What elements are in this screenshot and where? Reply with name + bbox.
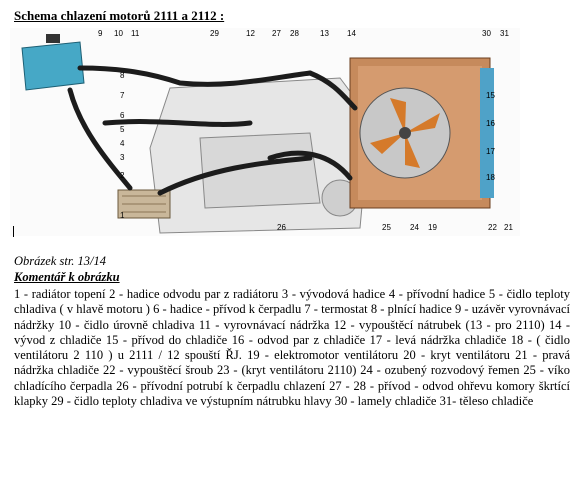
svg-text:4: 4: [120, 139, 125, 148]
svg-text:19: 19: [428, 223, 437, 232]
svg-text:8: 8: [120, 71, 125, 80]
svg-text:28: 28: [290, 29, 299, 38]
svg-text:3: 3: [120, 153, 125, 162]
svg-text:14: 14: [347, 29, 356, 38]
comment-heading: Komentář k obrázku: [14, 270, 120, 284]
svg-text:25: 25: [382, 223, 391, 232]
svg-text:7: 7: [120, 91, 125, 100]
radiator: [350, 58, 494, 208]
svg-text:31: 31: [500, 29, 509, 38]
svg-text:18: 18: [486, 173, 495, 182]
svg-text:2: 2: [120, 171, 125, 180]
svg-text:10: 10: [114, 29, 123, 38]
engine-block: [150, 78, 370, 233]
svg-text:9: 9: [98, 29, 103, 38]
svg-text:24: 24: [410, 223, 419, 232]
svg-text:5: 5: [120, 125, 125, 134]
svg-text:15: 15: [486, 91, 495, 100]
svg-text:17: 17: [486, 147, 495, 156]
svg-text:13: 13: [320, 29, 329, 38]
svg-text:12: 12: [246, 29, 255, 38]
text-cursor: [13, 226, 14, 237]
svg-text:21: 21: [504, 223, 513, 232]
svg-text:11: 11: [131, 29, 140, 38]
svg-text:27: 27: [272, 29, 281, 38]
svg-text:6: 6: [120, 111, 125, 120]
svg-text:16: 16: [486, 119, 495, 128]
svg-text:1: 1: [120, 211, 125, 220]
svg-text:26: 26: [277, 223, 286, 232]
svg-text:30: 30: [482, 29, 491, 38]
cooling-diagram-illustration: [10, 28, 520, 236]
figure-caption: Obrázek str. 13/14: [14, 254, 107, 268]
comment-body: 1 - radiátor topení 2 - hadice odvodu par z radiátoru 3 - vývodová hadice 4 - přívodní hadice 5 - čidlo teploty chladiva ( v hlavě motoru ) 6 - hadice - přívod k čerpadlu 7 - termostat 8 - plnící hadice 9 - uzávěr vyrovnávací nádržky 10 - čidlo úrovně chladiva 11 - vyrovnávací nádržka 12 - vypouštěcí nátrubek (13 - pro 2110) 14 - vývod z chladiče 15 - přívod do chladiče 16 - odvod par z chladiče 17 - levá nádržka chladiče 18 - ( čidlo ventilátoru 2 110 ) u 2111 / 12 spouští ŘJ. 19 - elektromotor ventilátoru 20 - kryt ventilátoru 21 - pravá nádržka chladiče 22 - vypouštěcí šroub 23 - (kryt ventilátoru 2110) 24 - ozubený rozvodový řemen 25 - víko chladícího čerpadla 26 - přívodní potrubí k čerpadlu chlazení 27 - 28 - přívod - odvod ohřevu komory škrtící klapky 29 - čidlo teploty chladiva ve výstupním nátrubku hlavy 30 - lamely chladiče 31- těleso chladiče: [14, 287, 570, 409]
svg-text:22: 22: [488, 223, 497, 232]
svg-text:29: 29: [210, 29, 219, 38]
page-title: Schema chlazení motorů 2111 a 2112 :: [14, 8, 225, 23]
